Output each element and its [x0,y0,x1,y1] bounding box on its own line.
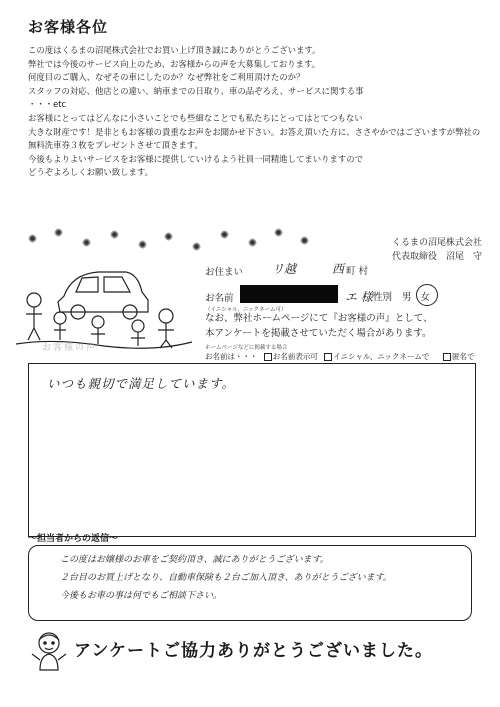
intro-line: ・・・etc [28,99,67,110]
reply-line: 今後もお車の事は何でもご相談下さい。 [60,591,223,601]
address-suffix: 町 村 [346,266,369,277]
name-pref-option: イニシャル、ニックネームで [333,352,430,361]
name-pref-checkbox[interactable] [264,353,272,361]
intro-line: お客様にとってはどんなに小さいことでも些細なことでも私たちにとってはとてつもない [28,112,363,123]
notice-line: なお、弊社ホームページにて『お客様の声』として、 [205,313,433,324]
family-car-illustration [14,256,194,350]
company-signature [392,236,482,264]
name-note: （イニシャル、ニックネーム可） [205,307,287,313]
name-pref-checkbox[interactable] [443,353,451,361]
name-pref-label: お名前は・・・ [205,352,258,361]
website-notice [205,311,433,341]
gender-options: 男 女 [402,292,434,303]
notice-line: 本アンケートを掲載させていただく場合があります。 [205,328,432,339]
illustration-caption: お客様の声 [42,343,98,353]
decorative-dots [24,226,324,256]
closing-message: アンケートご協力ありがとうございました。 [74,641,433,661]
address-city-handwritten: リ越 [272,262,297,276]
name-pref-option-anonymous [439,351,475,362]
gender-label: 性別 [373,292,393,303]
intro-line: 大きな財産です！是非ともお客様の貴重なお声をお聞かせ下さい。お答え頂いた方に、ささやかではございますが弊社の無料洗車券３枚をプレゼントさせて頂きます。 [28,126,481,151]
name-pref-option: お名前表示可 [272,352,318,361]
name-display-preference [205,351,475,362]
name-pref-checkbox[interactable] [324,353,332,361]
intro-line: スタッフの対応、他店との違い、納車までの日取り、車の品ぞろえ、サービスに関する事 [28,85,364,96]
mascot-icon [30,630,68,672]
name-label: お名前 [205,293,234,304]
reply-line: この度はお嬢様のお車をご契約頂き、誠にありがとうございます。 [60,555,329,565]
intro-line: 弊社では今後のサービス向上のため、お客様からの声を大募集しております。 [28,58,321,69]
page-title: お客様各位 [28,18,109,36]
company-representative: 代表取締役 沼尾 守 [391,252,482,262]
intro-paragraph [28,44,488,180]
intro-line: 何度目のご購入、なぜその車にしたのか？なぜ弊社をご利用頂けたのか？ [28,72,305,83]
intro-line: どうぞよろしくお願い致します。 [28,167,153,178]
reply-title: ～担当者からの返信～ [28,534,119,544]
name-pref-option: 匿名で [452,352,475,361]
customer-voice-text: いつも親切で満足しています。 [47,376,236,391]
address-town-handwritten: 西 [332,262,345,276]
company-name: くるまの沼尾株式会社 [391,238,482,248]
customer-voice-box [28,363,476,537]
name-redaction-bar [240,285,338,303]
intro-line: 今後もよりよいサービスをお客様に提供していけるよう社員一同精進してまいりますので [28,153,363,164]
reply-line: ２台目のお買上げとなり、自動車保険も２台ご加入頂き、ありがとうございます。 [60,573,392,583]
address-label: お住まい [205,267,244,278]
homepage-note: ホームページなどに掲載する場合 [205,345,288,351]
name-extra-handwritten: エ 様 [345,290,373,304]
gender-selected-circle [416,284,438,306]
intro-line: この度はくるまの沼尾株式会社でお買い上げ頂き誠にありがとうございます。 [28,45,321,55]
